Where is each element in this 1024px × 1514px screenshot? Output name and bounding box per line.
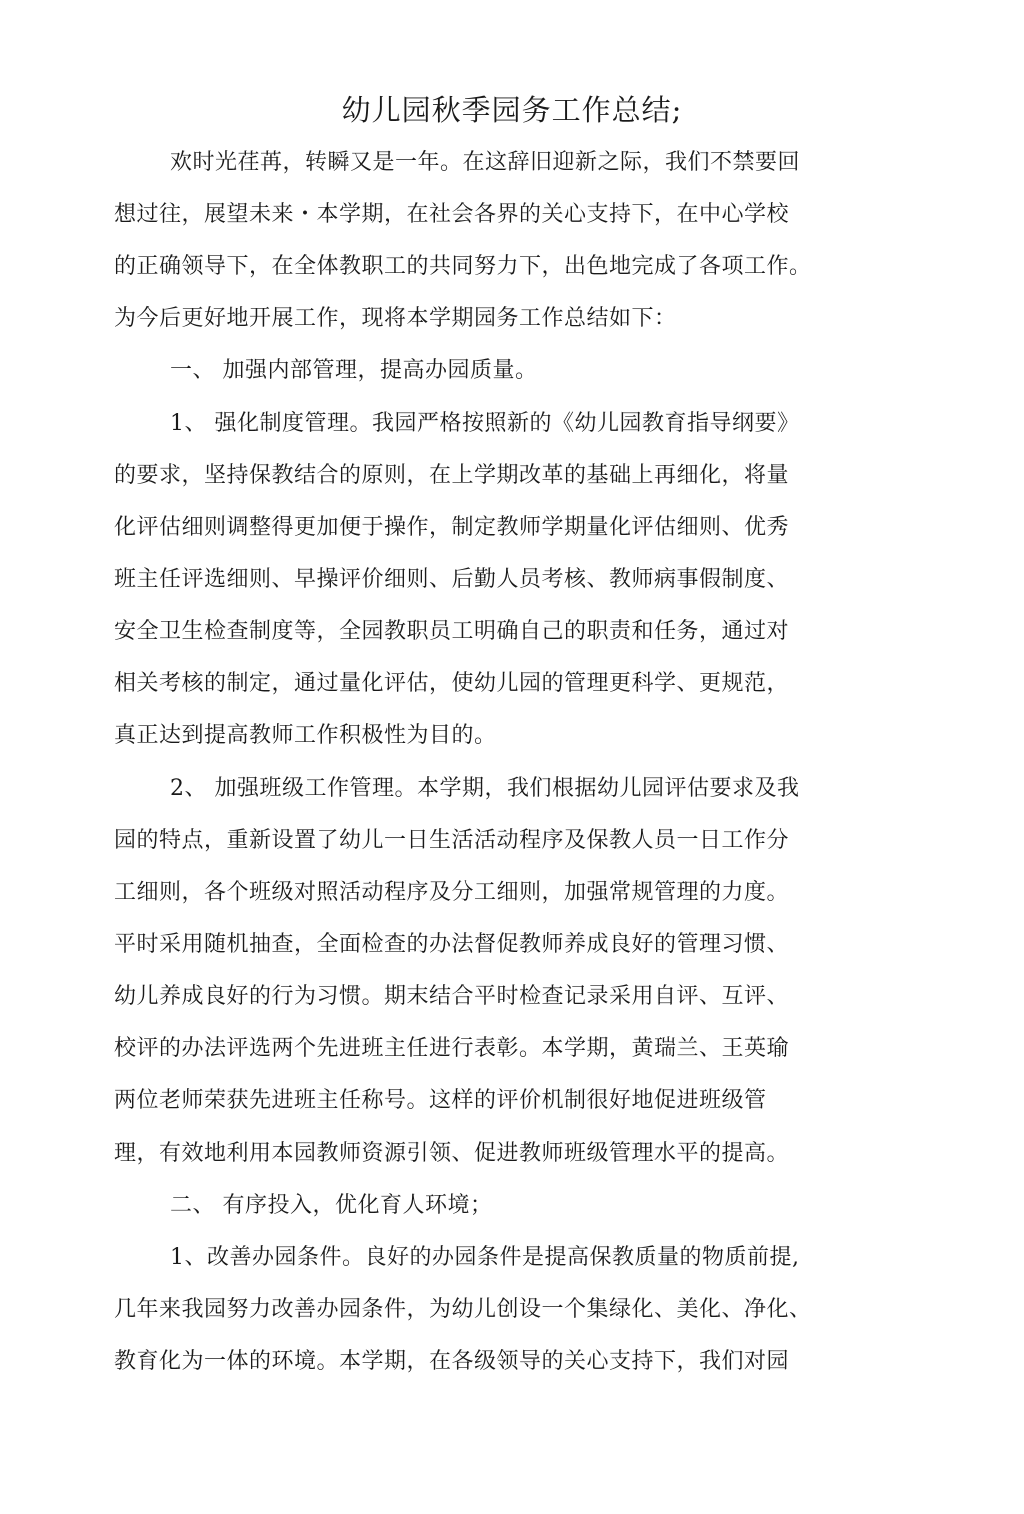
text-line: 想过往，展望未来・本学期，在社会各界的关心支持下，在中心学校	[114, 202, 790, 227]
text-line: 化评估细则调整得更加便于操作，制定教师学期量化评估细则、优秀	[114, 515, 790, 540]
document-title: 幼儿园秋季园务工作总结;	[341, 93, 683, 127]
text-line: 真正达到提高教师工作积极性为目的。	[114, 723, 497, 748]
text-line: 1、改善办园条件。良好的办园条件是提高保教质量的物质前提,	[170, 1245, 800, 1270]
text-line: 教育化为一体的环境。本学期，在各级领导的关心支持下，我们对园	[114, 1349, 790, 1374]
text-line: 园的特点，重新设置了幼儿一日生活活动程序及保教人员一日工作分	[114, 828, 790, 853]
text-line: 欢时光荏苒，转瞬又是一年。在这辞旧迎新之际，我们不禁要回	[170, 150, 801, 175]
text-line: 两位老师荣获先进班主任称号。这样的评价机制很好地促进班级管	[114, 1088, 767, 1113]
text-line: 平时采用随机抽查，全面检查的办法督促教师养成良好的管理习惯、	[114, 932, 790, 957]
text-line: 理，有效地利用本园教师资源引领、促进教师班级管理水平的提高。	[114, 1141, 790, 1166]
text-line: 安全卫生检查制度等，全园教职员工明确自己的职责和任务，通过对	[114, 619, 790, 644]
text-line: 2、 加强班级工作管理。本学期，我们根据幼儿园评估要求及我	[170, 776, 800, 801]
text-line: 相关考核的制定，通过量化评估，使幼儿园的管理更科学、更规范，	[114, 671, 790, 696]
text-line: 几年来我园努力改善办园条件，为幼儿创设一个集绿化、美化、净化、	[114, 1297, 812, 1322]
text-line: 1、 强化制度管理。我园严格按照新的《幼儿园教育指导纲要》	[170, 411, 800, 436]
text-line: 的正确领导下，在全体教职工的共同努力下，出色地完成了各项工作。	[114, 254, 812, 279]
text-line: 工细则，各个班级对照活动程序及分工细则，加强常规管理的力度。	[114, 880, 790, 905]
text-line: 的要求，坚持保教结合的原则，在上学期改革的基础上再细化，将量	[114, 463, 790, 488]
text-line: 为今后更好地开展工作，现将本学期园务工作总结如下：	[114, 306, 677, 331]
text-line: 校评的办法评选两个先进班主任进行表彰。本学期，黄瑞兰、王英瑜	[114, 1036, 790, 1061]
text-line: 班主任评选细则、早操评价细则、后勤人员考核、教师病事假制度、	[114, 567, 790, 592]
text-line: 幼儿养成良好的行为习惯。期末结合平时检查记录采用自评、互评、	[114, 984, 790, 1009]
section-heading: 一、 加强内部管理，提高办园质量。	[170, 358, 538, 383]
section-heading: 二、 有序投入，优化育人环境；	[170, 1193, 493, 1218]
